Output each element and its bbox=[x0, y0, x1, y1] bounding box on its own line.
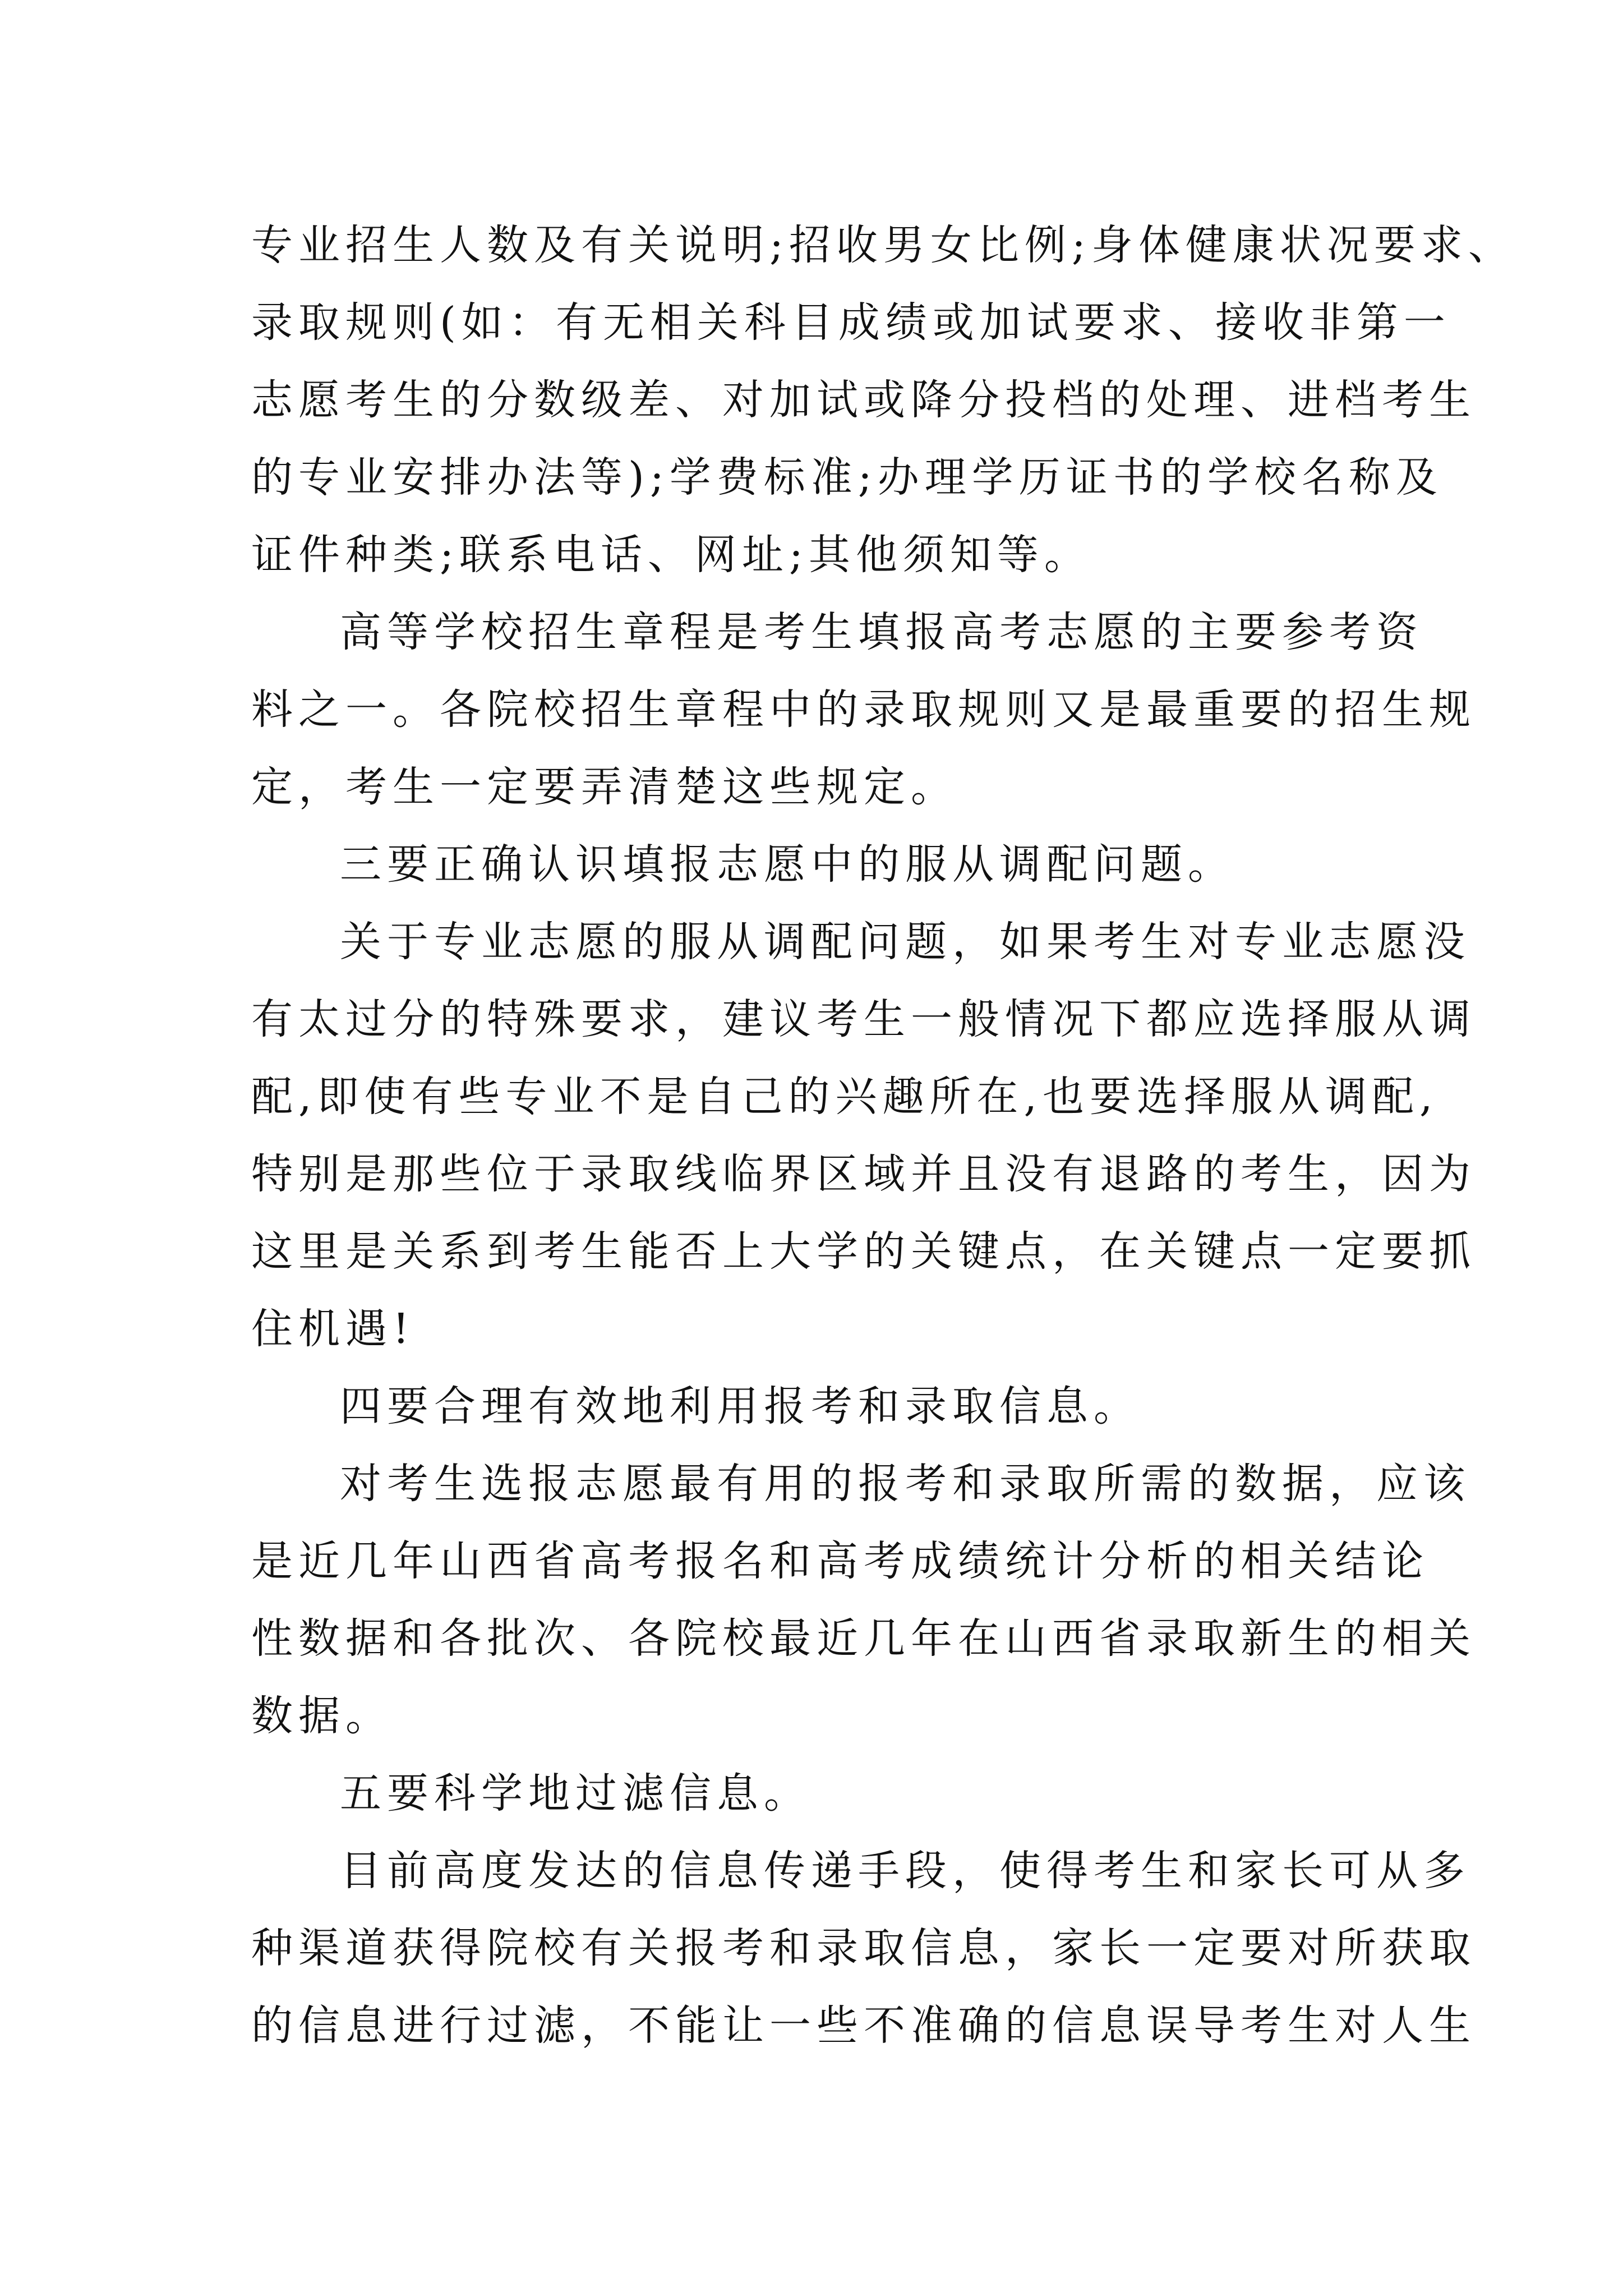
section-heading: 三要正确认识填报志愿中的服从调配问题。 bbox=[340, 840, 1235, 889]
text-line: 是近几年山西省高考报名和高考成绩统计分析的相关结论 bbox=[251, 1537, 1429, 1585]
text-line: 高等学校招生章程是考生填报高考志愿的主要参考资 bbox=[340, 608, 1423, 656]
text-line: 性数据和各批次、各院校最近几年在山西省录取新生的相关 bbox=[251, 1614, 1476, 1663]
text-line: 特别是那些位于录取线临界区域并且没有退路的考生，因为 bbox=[251, 1150, 1476, 1198]
text-line: 目前高度发达的信息传递手段，使得考生和家长可从多 bbox=[340, 1847, 1470, 1895]
body-text bbox=[251, 206, 1515, 2064]
text-line: 种渠道获得院校有关报考和录取信息，家长一定要对所获取 bbox=[251, 1924, 1476, 1972]
text-line: 关于专业志愿的服从调配问题，如果考生对专业志愿没 bbox=[340, 918, 1470, 966]
text-line: 专业招生人数及有关说明;招收男女比例;身体健康状况要求、 bbox=[251, 221, 1515, 269]
text-line: 有太过分的特殊要求，建议考生一般情况下都应选择服从调 bbox=[251, 995, 1476, 1043]
text-line: 的专业安排办法等);学费标准;办理学历证书的学校名称及 bbox=[251, 453, 1443, 501]
text-line: 数据。 bbox=[251, 1692, 393, 1740]
text-line: 志愿考生的分数级差、对加试或降分投档的处理、进档考生 bbox=[251, 376, 1476, 424]
section-heading: 四要合理有效地利用报考和录取信息。 bbox=[340, 1382, 1141, 1430]
text-line: 录取规则(如：有无相关科目成绩或加试要求、接收非第一 bbox=[251, 298, 1451, 347]
text-line: 配,即使有些专业不是自己的兴趣所在,也要选择服从调配, bbox=[251, 1073, 1438, 1121]
section-heading: 五要科学地过滤信息。 bbox=[340, 1769, 811, 1818]
text-line: 的信息进行过滤，不能让一些不准确的信息误导考生对人生 bbox=[251, 2001, 1476, 2050]
text-line: 证件种类;联系电话、网址;其他须知等。 bbox=[251, 531, 1091, 579]
text-line: 这里是关系到考生能否上大学的关键点，在关键点一定要抓 bbox=[251, 1227, 1476, 1276]
text-line: 料之一。各院校招生章程中的录取规则又是最重要的招生规 bbox=[251, 685, 1476, 734]
text-line: 定，考生一定要弄清楚这些规定。 bbox=[251, 763, 958, 811]
text-line: 对考生选报志愿最有用的报考和录取所需的数据，应该 bbox=[340, 1460, 1470, 1508]
text-line: 住机遇! bbox=[251, 1305, 415, 1353]
